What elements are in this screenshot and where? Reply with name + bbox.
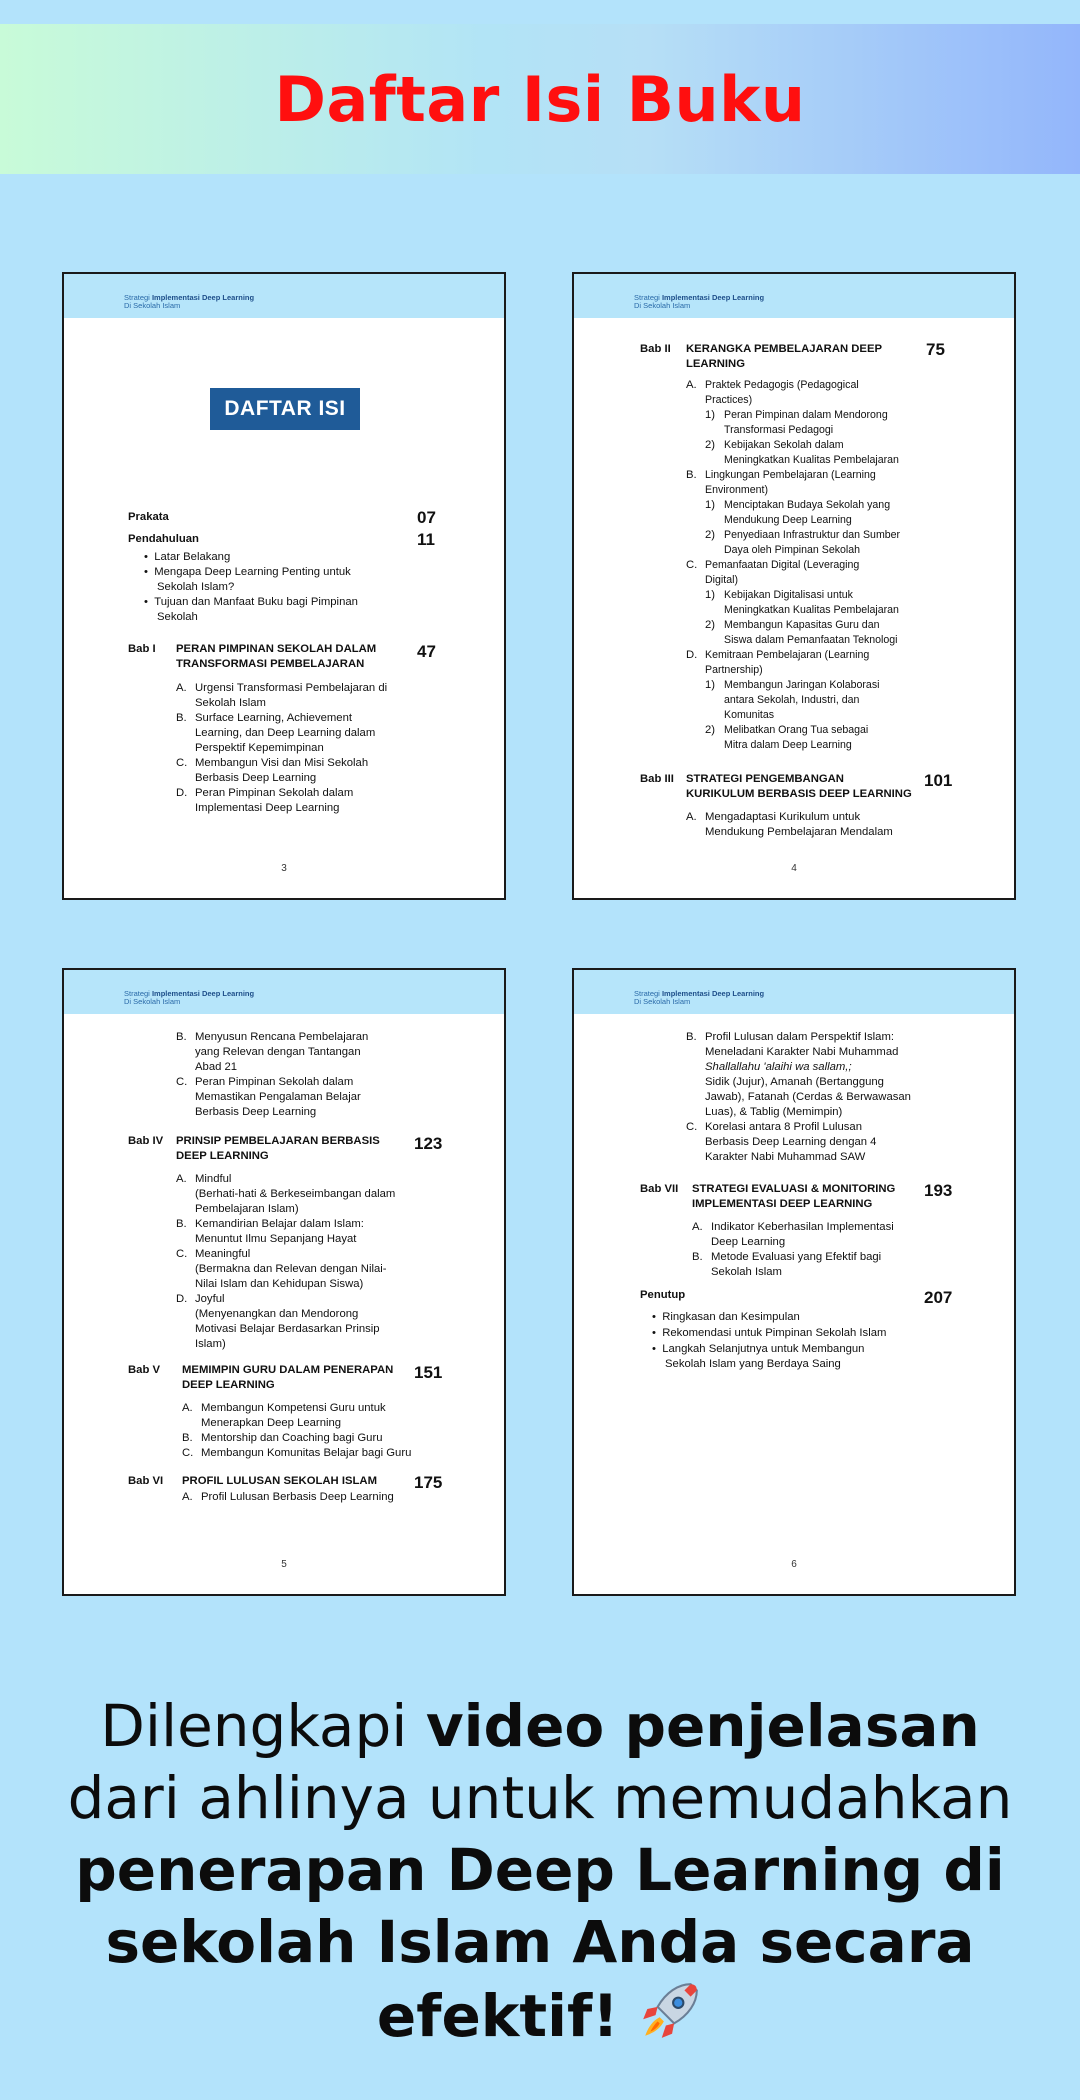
toc-marker: C. bbox=[686, 1121, 698, 1133]
toc-page-number: 75 bbox=[926, 340, 945, 359]
toc-entry-penutup: Penutup bbox=[640, 1289, 686, 1301]
toc-subentry: Komunitas bbox=[724, 709, 775, 721]
toc-subentry: (Berhati-hati & Berkeseimbangan dalam bbox=[195, 1188, 396, 1200]
chapter-label: Bab VI bbox=[128, 1475, 164, 1487]
toc-subentry: Transformasi Pedagogi bbox=[724, 424, 834, 436]
toc-marker: 2) bbox=[705, 724, 716, 736]
toc-subentry: Peran Pimpinan dalam Mendorong bbox=[724, 409, 888, 421]
toc-subentry: Nilai Islam dan Kehidupan Siswa) bbox=[195, 1278, 364, 1290]
toc-subentry: Menyusun Rencana Pembelajaran bbox=[195, 1031, 369, 1043]
toc-subentry: Menuntut Ilmu Sepanjang Hayat bbox=[195, 1233, 357, 1245]
bullet-item: • Tujuan dan Manfaat Buku bagi Pimpinan bbox=[144, 596, 358, 608]
toc-marker: B. bbox=[182, 1432, 193, 1444]
chapter-title: PROFIL LULUSAN SEKOLAH ISLAM bbox=[182, 1475, 377, 1487]
bullet-item: • Langkah Selanjutnya untuk Membangun bbox=[652, 1343, 865, 1355]
chapter-title: STRATEGI PENGEMBANGAN bbox=[686, 773, 844, 785]
toc-subentry: Membangun Komunitas Belajar bagi Guru bbox=[201, 1447, 412, 1459]
promo-text: Dilengkapi video penjelasan dari ahlinya untuk memudahkan penerapan Deep Learning di sekolah Islam Anda secara efektif! bbox=[40, 1690, 1040, 2060]
toc-marker: B. bbox=[176, 1218, 187, 1230]
daftar-isi-title: DAFTAR ISI bbox=[210, 388, 360, 430]
toc-subentry: Deep Learning bbox=[711, 1236, 786, 1248]
toc-subentry: Environment) bbox=[705, 484, 768, 496]
chapter-label: Bab IV bbox=[128, 1135, 164, 1147]
toc-subentry: Penyediaan Infrastruktur dan Sumber bbox=[724, 529, 901, 541]
toc-subentry: Meaningful bbox=[195, 1248, 251, 1260]
toc-marker: 1) bbox=[705, 589, 716, 601]
toc-subentry: Pemanfaatan Digital (Leveraging bbox=[705, 559, 860, 571]
toc-subentry: Motivasi Belajar Berdasarkan Prinsip bbox=[195, 1323, 380, 1335]
header-banner bbox=[0, 24, 1080, 174]
page-title: Daftar Isi Buku bbox=[274, 62, 806, 136]
toc-page-number: 123 bbox=[414, 1134, 443, 1153]
toc-subentry: Kemandirian Belajar dalam Islam: bbox=[195, 1218, 364, 1230]
toc-page-5: Strategi Implementasi Deep Learning Di Sekolah Islam B. Menyusun Rencana Pembelajaran yang Relevan dengan Tantangan Abad 21 C. Peran Pimpinan Sekolah dalam Memastikan Pengalaman Belajar Berbasis Deep Learning Bab IV PRINSIP PEMBELAJARAN BERBASIS DEEP LEARNING 123 A. Mindful (Berhati-hati & Berkeseimbangan dalam Pembelajaran Islam) B. Kemandirian Belajar dalam Islam: Menuntut Ilmu Sepanjang Hayat C. Meaningful (Bermakna dan Relevan dengan Nilai- Nilai Islam dan Kehidupan Siswa) D. Joyful (Menyenangkan dan Mendorong Motivasi Belajar Berdasarkan Prinsip Islam) Bab V MEMIMPIN GURU DALAM PENERAPAN DEEP LEARNING 151 A. Membangun Kompetensi Guru untuk Menerapkan Deep Learning B. Mentorship dan Coaching bagi Guru C. Membangun Komunitas Belajar bagi Guru Bab VI PROFIL LULUSAN SEKOLAH ISLAM 175 A. Profil Lulusan Berbasis Deep Learning 5 bbox=[62, 968, 506, 1596]
page-number: 6 bbox=[791, 1559, 797, 1570]
chapter-title: MEMIMPIN GURU DALAM PENERAPAN bbox=[182, 1364, 394, 1376]
chapter-title: STRATEGI EVALUASI & MONITORING bbox=[692, 1183, 896, 1195]
toc-subentry: Mitra dalam Deep Learning bbox=[724, 739, 852, 751]
toc-subentry: Meningkatkan Kualitas Pembelajaran bbox=[724, 604, 899, 616]
toc-subentry: Korelasi antara 8 Profil Lulusan bbox=[705, 1121, 862, 1133]
toc-subentry: Mentorship dan Coaching bagi Guru bbox=[201, 1432, 383, 1444]
toc-subentry: Membangun Jaringan Kolaborasi bbox=[724, 679, 880, 691]
toc-page-number: 151 bbox=[414, 1363, 443, 1382]
toc-subentry: Profil Lulusan dalam Perspektif Islam: bbox=[705, 1031, 894, 1043]
toc-subentry: Meneladani Karakter Nabi Muhammad bbox=[705, 1046, 899, 1058]
toc-subentry: Berbasis Deep Learning dengan 4 bbox=[705, 1136, 877, 1148]
toc-page-number: 175 bbox=[414, 1473, 443, 1492]
toc-subentry: (Menyenangkan dan Mendorong bbox=[195, 1308, 359, 1320]
chapter-label: Bab V bbox=[128, 1364, 161, 1376]
toc-subentry: Indikator Keberhasilan Implementasi bbox=[711, 1221, 894, 1233]
toc-subentry: Luas), & Tablig (Memimpin) bbox=[705, 1106, 843, 1118]
toc-page-3: Strategi Implementasi Deep Learning Di Sekolah Islam DAFTAR ISI Prakata 07 Pendahuluan 11 • Latar Belakang • Mengapa Deep Learning Penting untuk Sekolah Islam? • Tujuan dan Manfaat Buku bagi Pimpinan Sekolah Bab I PERAN PIMPINAN SEKOLAH DALAM TRANSFORMASI PEMBELAJARAN 47 A. Urgensi Transformasi Pembelajaran di Sekolah Islam B. Surface Learning, Achievement Learning, dan Deep Learning dalam Perspektif Kepemimpinan C. Membangun Visi dan Misi Sekolah Berbasis Deep Learning D. Peran Pimpinan Sekolah dalam Implementasi Deep Learning 3 bbox=[62, 272, 506, 900]
toc-marker: C. bbox=[686, 559, 698, 571]
chapter-title: PRINSIP PEMBELAJARAN BERBASIS bbox=[176, 1135, 380, 1147]
toc-page-number: 47 bbox=[417, 642, 436, 661]
toc-subentry: Membangun Kapasitas Guru dan bbox=[724, 619, 880, 631]
toc-page-number: 07 bbox=[417, 508, 436, 527]
toc-subentry: Joyful bbox=[195, 1293, 225, 1305]
toc-marker: 1) bbox=[705, 499, 716, 511]
toc-subentry: Kemitraan Pembelajaran (Learning bbox=[705, 649, 870, 661]
toc-marker: C. bbox=[176, 1076, 188, 1088]
toc-entry-prakata: Prakata bbox=[128, 511, 169, 523]
toc-marker: B. bbox=[686, 1031, 697, 1043]
running-head: Strategi Implementasi Deep Learning Di Sekolah Islam bbox=[574, 970, 1014, 1014]
toc-marker: B. bbox=[686, 469, 697, 481]
toc-subentry: Sidik (Jujur), Amanah (Bertanggung bbox=[705, 1076, 884, 1088]
toc-subentry: Meningkatkan Kualitas Pembelajaran bbox=[724, 454, 899, 466]
toc-subentry: yang Relevan dengan Tantangan bbox=[195, 1046, 361, 1058]
toc-marker: A. bbox=[182, 1402, 193, 1414]
toc-subentry: Sekolah Islam bbox=[711, 1266, 782, 1278]
running-head: Strategi Implementasi Deep Learning Di Sekolah Islam bbox=[64, 970, 504, 1014]
toc-marker: D. bbox=[176, 1293, 188, 1305]
toc-subentry: Memastikan Pengalaman Belajar bbox=[195, 1091, 361, 1103]
toc-marker: B. bbox=[176, 1031, 187, 1043]
toc-entry-pendahuluan: Pendahuluan bbox=[128, 533, 199, 545]
toc-subentry: Daya oleh Pimpinan Sekolah bbox=[724, 544, 861, 556]
toc-subentry: Islam) bbox=[195, 1338, 226, 1350]
toc-subentry: Partnership) bbox=[705, 664, 763, 676]
bullet-item: • Mengapa Deep Learning Penting untuk bbox=[144, 566, 351, 578]
toc-marker: C. bbox=[182, 1447, 194, 1459]
chapter-title: KERANGKA PEMBELAJARAN DEEP bbox=[686, 343, 883, 355]
toc-subentry: (Bermakna dan Relevan dengan Nilai- bbox=[195, 1263, 387, 1275]
toc-subentry: Metode Evaluasi yang Efektif bagi bbox=[711, 1251, 882, 1263]
toc-subentry: Karakter Nabi Muhammad SAW bbox=[705, 1151, 866, 1163]
page-number: 3 bbox=[281, 863, 287, 874]
toc-marker: 2) bbox=[705, 439, 716, 451]
toc-page-6: Strategi Implementasi Deep Learning Di Sekolah Islam B. Profil Lulusan dalam Perspektif Islam: Meneladani Karakter Nabi Muhammad Shallallahu 'alaihi wa sallam,; Sidik (Jujur), Amanah (Bertanggung Jawab), Fatanah (Cerdas & Berwawasan Luas), & Tablig (Memimpin) C. Korelasi antara 8 Profil Lulusan Berbasis Deep Learning dengan 4 Karakter Nabi Muhammad SAW Bab VII STRATEGI EVALUASI & MONITORING IMPLEMENTASI DEEP LEARNING 193 A. Indikator Keberhasilan Implementasi Deep Learning B. Metode Evaluasi yang Efektif bagi Sekolah Islam Penutup 207 • Ringkasan dan Kesimpulan • Rekomendasi untuk Pimpinan Sekolah Islam • Langkah Selanjutnya untuk Membangun Sekolah Islam yang Berdaya Saing 6 bbox=[572, 968, 1016, 1596]
rocket-icon bbox=[637, 1978, 703, 2060]
toc-subentry: Peran Pimpinan Sekolah dalam bbox=[195, 1076, 354, 1088]
running-head: Strategi Implementasi Deep Learning Di Sekolah Islam bbox=[64, 274, 504, 318]
toc-marker: A. bbox=[686, 379, 697, 391]
toc-subentry: Jawab), Fatanah (Cerdas & Berwawasan bbox=[705, 1091, 911, 1103]
toc-subentry: Abad 21 bbox=[195, 1061, 238, 1073]
toc-marker: C. bbox=[176, 1248, 188, 1260]
toc-marker: 1) bbox=[705, 409, 716, 421]
toc-subentry: Lingkungan Pembelajaran (Learning bbox=[705, 469, 876, 481]
toc-subentry: Siswa dalam Pemanfaatan Teknologi bbox=[724, 634, 898, 646]
toc-subentry: Pembelajaran Islam) bbox=[195, 1203, 299, 1215]
chapter-label: Bab II bbox=[640, 343, 671, 355]
toc-marker: A. bbox=[692, 1221, 703, 1233]
toc-page-number: 207 bbox=[924, 1288, 953, 1307]
toc-subentry: Praktek Pedagogis (Pedagogical bbox=[705, 379, 859, 391]
toc-page-number: 193 bbox=[924, 1181, 953, 1200]
toc-subentry: Mendukung Deep Learning bbox=[724, 514, 852, 526]
chapter-label: Bab VII bbox=[640, 1183, 679, 1195]
toc-marker: D. bbox=[686, 649, 698, 661]
toc-marker: A. bbox=[176, 1173, 187, 1185]
bullet-item: • Ringkasan dan Kesimpulan bbox=[652, 1311, 800, 1323]
bullet-item: • Rekomendasi untuk Pimpinan Sekolah Islam bbox=[652, 1327, 887, 1339]
chapter-title: PERAN PIMPINAN SEKOLAH DALAM bbox=[176, 643, 377, 655]
toc-subentry: Kebijakan Sekolah dalam bbox=[724, 439, 844, 451]
toc-subentry: Melibatkan Orang Tua sebagai bbox=[724, 724, 869, 736]
toc-subentry: Mindful bbox=[195, 1173, 232, 1185]
running-head: Strategi Implementasi Deep Learning Di Sekolah Islam bbox=[574, 274, 1014, 318]
toc-marker: B. bbox=[692, 1251, 703, 1263]
toc-subentry: Digital) bbox=[705, 574, 738, 586]
toc-page-number: 11 bbox=[417, 530, 435, 549]
chapter-label: Bab I bbox=[128, 643, 156, 655]
page-number: 4 bbox=[791, 863, 797, 874]
toc-subentry: antara Sekolah, Industri, dan bbox=[724, 694, 860, 706]
toc-page-number: 101 bbox=[924, 771, 953, 790]
toc-page-4: Strategi Implementasi Deep Learning Di Sekolah Islam Bab II KERANGKA PEMBELAJARAN DEEP LEARNING 75 A. Praktek Pedagogis (Pedagogical Practices) 1) Peran Pimpinan dalam Mendorong Transformasi Pedagogi 2) Kebijakan Sekolah dalam Meningkatkan Kualitas Pembelajaran B. Lingkungan Pembelajaran (Learning Environment) 1) Menciptakan Budaya Sekolah yang Mendukung Deep Learning 2) Penyediaan Infrastruktur dan Sumber Daya oleh Pimpinan Sekolah C. Pemanfaatan Digital (Leveraging Digital) 1) Kebijakan Digitalisasi untuk Meningkatkan Kualitas Pembelajaran 2) Membangun Kapasitas Guru dan Siswa dalam Pemanfaatan Teknologi D. Kemitraan Pembelajaran (Learning Partnership) 1) Membangun Jaringan Kolaborasi antara Sekolah, Industri, dan Komunitas 2) Melibatkan Orang Tua sebagai Mitra dalam Deep Learning Bab III STRATEGI PENGEMBANGAN KURIKULUM BERBASIS DEEP LEARNING 101 A. Mengadaptasi Kurikulum untuk Mendukung Pembelajaran Mendalam 4 bbox=[572, 272, 1016, 900]
toc-subentry: Practices) bbox=[705, 394, 753, 406]
toc-subentry: Kebijakan Digitalisasi untuk bbox=[724, 589, 853, 601]
toc-marker: 1) bbox=[705, 679, 716, 691]
toc-subentry: Membangun Kompetensi Guru untuk bbox=[201, 1402, 386, 1414]
toc-marker: 2) bbox=[705, 619, 716, 631]
toc-subentry: Shallallahu 'alaihi wa sallam,; bbox=[705, 1061, 852, 1073]
page-number: 5 bbox=[281, 1559, 287, 1570]
chapter-label: Bab III bbox=[640, 773, 674, 785]
toc-subentry: Menciptakan Budaya Sekolah yang bbox=[724, 499, 891, 511]
toc-subentry: Berbasis Deep Learning bbox=[195, 1106, 317, 1118]
toc-subentry: Menerapkan Deep Learning bbox=[201, 1417, 342, 1429]
bullet-item: • Latar Belakang bbox=[144, 551, 231, 563]
toc-marker: 2) bbox=[705, 529, 716, 541]
